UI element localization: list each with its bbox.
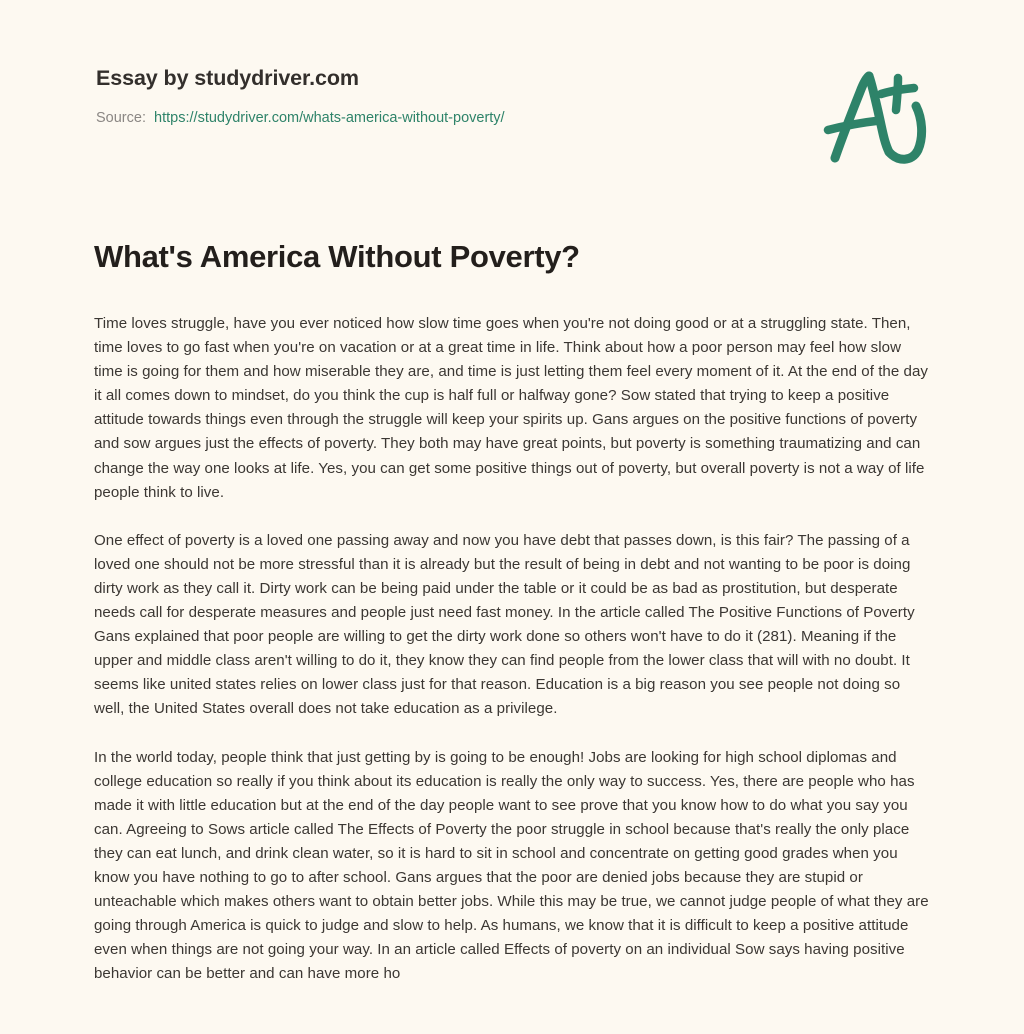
source-url-link[interactable]: https://studydriver.com/whats-america-without-poverty/ [154, 109, 505, 126]
essay-paragraph: Time loves struggle, have you ever noticed how slow time goes when you're not doing good or at a struggling state. Then, time loves to go fast when you're on vacation or at a great time in life. Think about how a poor person may feel how slow time is going for them and how miserable they are, and time is just letting them feel every moment of it. At the end of the day it all comes down to mindset, do you think the cup is half full or halfway gone? Sow stated that trying to keep a positive attitude towards things even through the struggle will keep your spirits up. Gans argues on the positive functions of poverty and sow argues just the effects of poverty. They both may have great points, but poverty is something traumatizing and can change the way one looks at life. Yes, you can get some positive things out of poverty, but overall poverty is not a way of life people think to live. [94, 315, 928, 501]
source-label: Source: [96, 109, 146, 126]
page-header [0, 0, 1024, 200]
essay-paragraph: One effect of poverty is a loved one passing away and now you have debt that passes down, is this fair? The passing of a loved one should not be more stressful than it is already but the result of being in debt and not wanting to be poor is doing dirty work as they call it. Dirty work can be being paid under the table or it could be as bad as prostitution, but desperate needs call for desperate measures and people just need fast money. In the article called The Positive Functions of Poverty Gans explained that poor people are willing to get the dirty work done so others won't have to do it (281). Meaning if the upper and middle class aren't willing to do it, they know they can find people from the lower class that will with no doubt. It seems like united states relies on lower class just for that reason. Education is a big reason you see people not doing so well, the United States overall does not take education as a privilege. [94, 531, 915, 718]
header-text-block [96, 66, 796, 128]
page-title: What's America Without Poverty? [94, 239, 580, 274]
studydriver-logo[interactable] [806, 62, 938, 174]
a-plus-logo-icon [806, 62, 938, 174]
essay-paragraph: In the world today, people think that just getting by is going to be enough! Jobs are looking for high school diplomas and college education so really if you think about its education is really the only way to success. Yes, there are people who has made it with little education but at the end of the day people want to see prove that you know how to do what you say you can. Agreeing to Sows article called The Effects of Poverty the poor struggle in school because that's really the only place they can eat lunch, and drink clean water, so it is hard to sit in school and concentrate on getting good grades when you know you have nothing to go to after school. Gans argues that the poor are denied jobs because they are stupid or unteachable which makes others want to obtain better jobs. While this may be true, we cannot judge people of what they are going through America is quick to judge and slow to help. As humans, we know that it is difficult to keep a positive attitude even when things are not going your way. In an article called Effects of poverty on an individual Sow says having positive behavior can be better and can have more ho [94, 748, 929, 983]
source-line [96, 108, 796, 128]
essay-byline: Essay by studydriver.com [96, 66, 359, 90]
essay-body [94, 312, 932, 986]
